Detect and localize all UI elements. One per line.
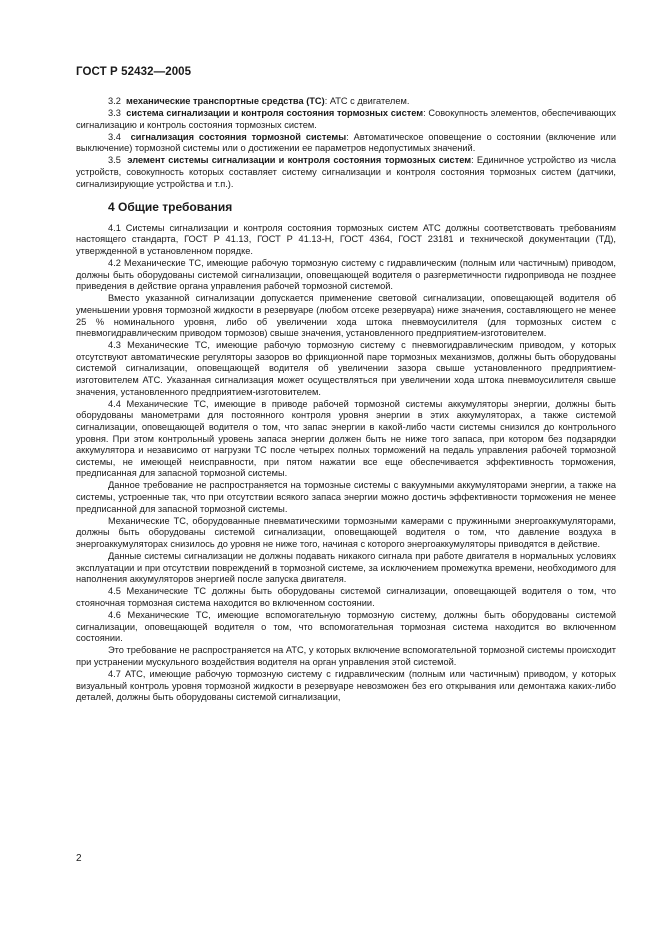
paragraph: 4.7 АТС, имеющие рабочую тормозную систему с гидравлическим (полным или частичным) приводом, у которых визуальный контроль уровня тормозной жидкости в резервуаре невозможен без его открывания или демонтажа каких-либо деталей, должны быть оборудованы системой сигнализации, xyxy=(76,668,616,703)
paragraph: 4.6 Механические ТС, имеющие вспомогательную тормозную систему, должны быть оборудованы системой сигнализации, оповещающей водителя о том, что вспомогательная тормозная система находится во включенном состоянии. xyxy=(76,609,616,644)
definition-3-4: 3.4 сигнализация состояния тормозной системы: Автоматическое оповещение о состоянии (включение или выключение) тормозной системы или о достижении ее параметров недопустимых значений. xyxy=(76,131,616,154)
document-body xyxy=(76,96,616,704)
paragraph: 4.1 Системы сигнализации и контроля состояния тормозных систем АТС должны соответствовать требованиям настоящего стандарта, ГОСТ Р 41.13, ГОСТ Р 41.13-Н, ГОСТ 4364, ГОСТ 23181 и технической документации (ТД), утвержденной в установленном порядке. xyxy=(76,222,616,257)
paragraph: Данные системы сигнализации не должны подавать никакого сигнала при работе двигателя в нормальных условиях эксплуатации и при отсутствии повреждений в тормозной системе, за исключением промежутка времени, необходимого для наполнения аккумуляторов энергией после запуска двигателя. xyxy=(76,550,616,585)
definition-term: сигнализация состояния тормозной системы xyxy=(130,131,347,142)
paragraph: Это требование не распространяется на АТС, у которых включение вспомогательной тормозной системы происходит при устранении мускульного воздействия водителя на орган управления этой системой. xyxy=(76,645,616,667)
paragraph: 4.5 Механические ТС должны быть оборудованы системой сигнализации, оповещающей водителя о том, что стояночная тормозная система находится во включенном состоянии. xyxy=(76,586,616,608)
paragraph: Вместо указанной сигнализации допускается применение световой сигнализации, оповещающей водителя об уменьшении уровня тормозной жидкости в резервуаре (любом отсеке резервуара) ниже значения, составляющего не менее 25 % номинального уровня, либо об увеличении хода штока пневмоусилителя (для тормозных систем с пневмогидравлическим приводом тормозов) свыше значения, установленного предприятием-изготовителем. xyxy=(76,293,616,339)
definition-term: элемент системы сигнализации и контроля состояния тормозных систем xyxy=(127,155,472,166)
paragraph: Данное требование не распространяется на тормозные системы с вакуумными аккумуляторами энергии, а также на системы, устроенные так, что при отсутствии всякого запаса энергии можно достичь эффективности торможения не менее предписанной для запасной тормозной системы. xyxy=(76,480,616,514)
definition-term: механические транспортные средства (ТС) xyxy=(126,96,325,106)
definition-3-3: 3.3 система сигнализации и контроля состояния тормозных систем: Совокупность элементов, обеспечивающих сигнализацию и контроль состояния тормозных систем. xyxy=(76,108,616,130)
paragraph: 4.2 Механические ТС, имеющие рабочую тормозную систему с гидравлическим (полным или частичным) приводом, должны быть оборудованы системой сигнализации, оповещающей водителя о разгерметичности гидропривода не позднее приведения в действие органа управления рабочей тормозной системой. xyxy=(76,258,616,292)
page-header-title: ГОСТ Р 52432—2005 xyxy=(76,66,192,78)
page-number: 2 xyxy=(76,853,82,864)
definition-term: система сигнализации и контроля состояния тормозных систем xyxy=(126,108,424,119)
definition-3-2: 3.2 механические транспортные средства (ТС): АТС с двигателем. xyxy=(108,96,410,106)
section-heading: 4 Общие требования xyxy=(108,200,233,215)
definition-3-5: 3.5 элемент системы сигнализации и контроля состояния тормозных систем: Единичное устройство из числа устройств, совокупность которых составляет систему сигнализации и контроля состояния тормозных систем (датчики, сигнализирующие устройства и т.п.). xyxy=(76,155,617,189)
paragraph: Механические ТС, оборудованные пневматическими тормозными камерами с пружинными энергоаккумуляторами, должны быть оборудованы системой сигнализации, оповещающей водителя о том, что давление воздуха в энергоаккумуляторах снизилось до уровня не ниже того, начиная с которого энергоаккумуляторы приводятся в действие. xyxy=(76,515,616,549)
paragraph: 4.3 Механические ТС, имеющие рабочую тормозную систему с пневмогидравлическим приводом, у которых отсутствуют автоматические регуляторы зазоров во фрикционной паре тормозных механизмов, должны быть оборудованы системой сигнализации, оповещающей водителя об увеличении зазора свыше установленного предприятием-изготовителем АТС. Указанная сигнализация может осуществляться при увеличении хода штока пневмоусилителя свыше значения, установленного предприятием-изготовителем. xyxy=(76,340,616,397)
paragraph: 4.4 Механические ТС, имеющие в приводе рабочей тормозной системы аккумуляторы энергии, должны быть оборудованы манометрами для постоянного контроля уровня энергии в этих аккумуляторах, а также системой сигнализации, оповещающей водителя о том, что запас энергии в какой-либо части системы снизился до контрольного уровня. При этом контрольный уровень запаса энергии должен быть не ниже того запаса, при котором без подзарядки аккумулятора и независимо от нагрузки ТС после четырех полных торможений на педаль управления рабочей тормозной системы, не имеющей неисправности, при пятом нажатии все еще обеспечивается эффективность торможения, предписанная для запасной тормозной системы. xyxy=(76,398,616,479)
